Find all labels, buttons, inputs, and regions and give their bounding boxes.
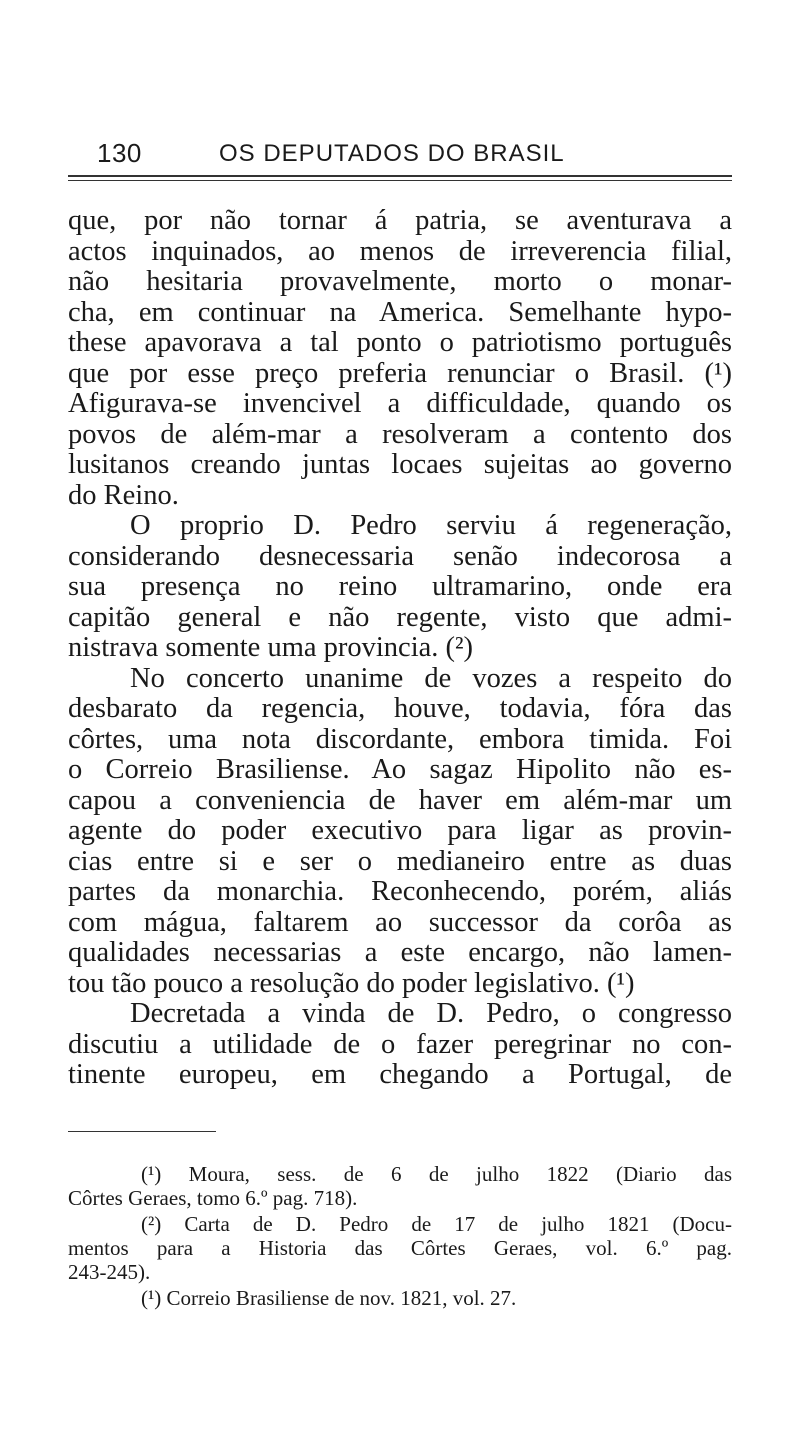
text-line: considerando desnecessaria senão indecorosa a — [68, 540, 732, 572]
text-line: com mágua, faltarem ao successor da corôa as — [68, 906, 732, 938]
text-line: povos de além-mar a resolveram a contento dos — [68, 418, 732, 450]
text-line: tinente europeu, em chegando a Portugal, de — [68, 1059, 732, 1090]
footnote-line: 243-245). — [68, 1260, 151, 1284]
footnotes — [68, 1162, 732, 1312]
text-line: actos inquinados, ao menos de irreverencia filial, — [68, 235, 732, 267]
text-line: Afigurava-se invencivel a difficuldade, quando os — [68, 388, 732, 419]
footnote-line: (¹) Moura, sess. de 6 de julho 1822 (Diario das — [141, 1162, 732, 1186]
text-line: lusitanos creando juntas locaes sujeitas ao governo — [68, 449, 732, 480]
text-line: do Reino. — [68, 479, 179, 511]
running-title: OS DEPUTADOS DO BRASIL — [219, 140, 565, 167]
page-number: 130 — [97, 138, 142, 168]
text-line: desbarato da regencia, houve, todavia, fóra das — [68, 693, 732, 724]
text-line: não hesitaria provavelmente, morto o monar- — [68, 266, 732, 297]
footnote-rule — [68, 1131, 216, 1132]
text-line: tou tão pouco a resolução do poder legislativo. (¹) — [68, 967, 635, 999]
footnote-line: (¹) Correio Brasiliense de nov. 1821, vol. 27. — [141, 1286, 517, 1310]
text-line: agente do poder executivo para ligar as provin- — [68, 815, 732, 846]
header-rule-thin — [68, 180, 732, 181]
text-line: que, por não tornar á patria, se aventurava a — [68, 205, 732, 236]
footnote-line: (²) Carta de D. Pedro de 17 de julho 1821 (Docu- — [141, 1212, 732, 1236]
body-text — [68, 206, 732, 1091]
text-line: these apavorava a tal ponto o patriotismo português — [68, 327, 732, 358]
text-line: capou a conveniencia de haver em além-mar um — [68, 784, 732, 816]
text-line: nistrava somente uma provincia. (²) — [68, 632, 474, 663]
text-line: que por esse preço preferia renunciar o Brasil. (¹) — [68, 357, 732, 389]
text-line: cha, em continuar na America. Semelhante hypo- — [68, 296, 732, 328]
page-header — [97, 132, 737, 172]
footnote-line: mentos para a Historia das Côrtes Geraes, vol. 6.º pag. — [68, 1236, 732, 1260]
text-line: No concerto unanime de vozes a respeito do — [130, 662, 732, 694]
text-line: O proprio D. Pedro serviu á regeneração, — [130, 510, 732, 541]
footnote-line: Côrtes Geraes, tomo 6.º pag. 718). — [68, 1186, 358, 1210]
text-line: Decretada a vinda de D. Pedro, o congresso — [130, 998, 732, 1029]
text-line: qualidades necessarias a este encargo, não lamen- — [68, 937, 732, 968]
text-line: discutiu a utilidade de o fazer peregrinar no con- — [68, 1028, 732, 1060]
text-line: côrtes, uma nota discordante, embora timida. Foi — [68, 723, 732, 755]
text-line: o Correio Brasiliense. Ao sagaz Hipolito não es- — [68, 754, 732, 785]
footnote-3 — [68, 1286, 732, 1310]
footnote-2 — [68, 1212, 732, 1284]
text-line: capitão general e não regente, visto que admi- — [68, 601, 732, 633]
text-line: cias entre si e ser o medianeiro entre as duas — [68, 845, 732, 877]
text-line: partes da monarchia. Reconhecendo, porém, aliás — [68, 876, 732, 907]
text-line: sua presença no reino ultramarino, onde era — [68, 571, 732, 602]
footnote-1 — [68, 1162, 732, 1210]
header-rule — [68, 175, 732, 177]
